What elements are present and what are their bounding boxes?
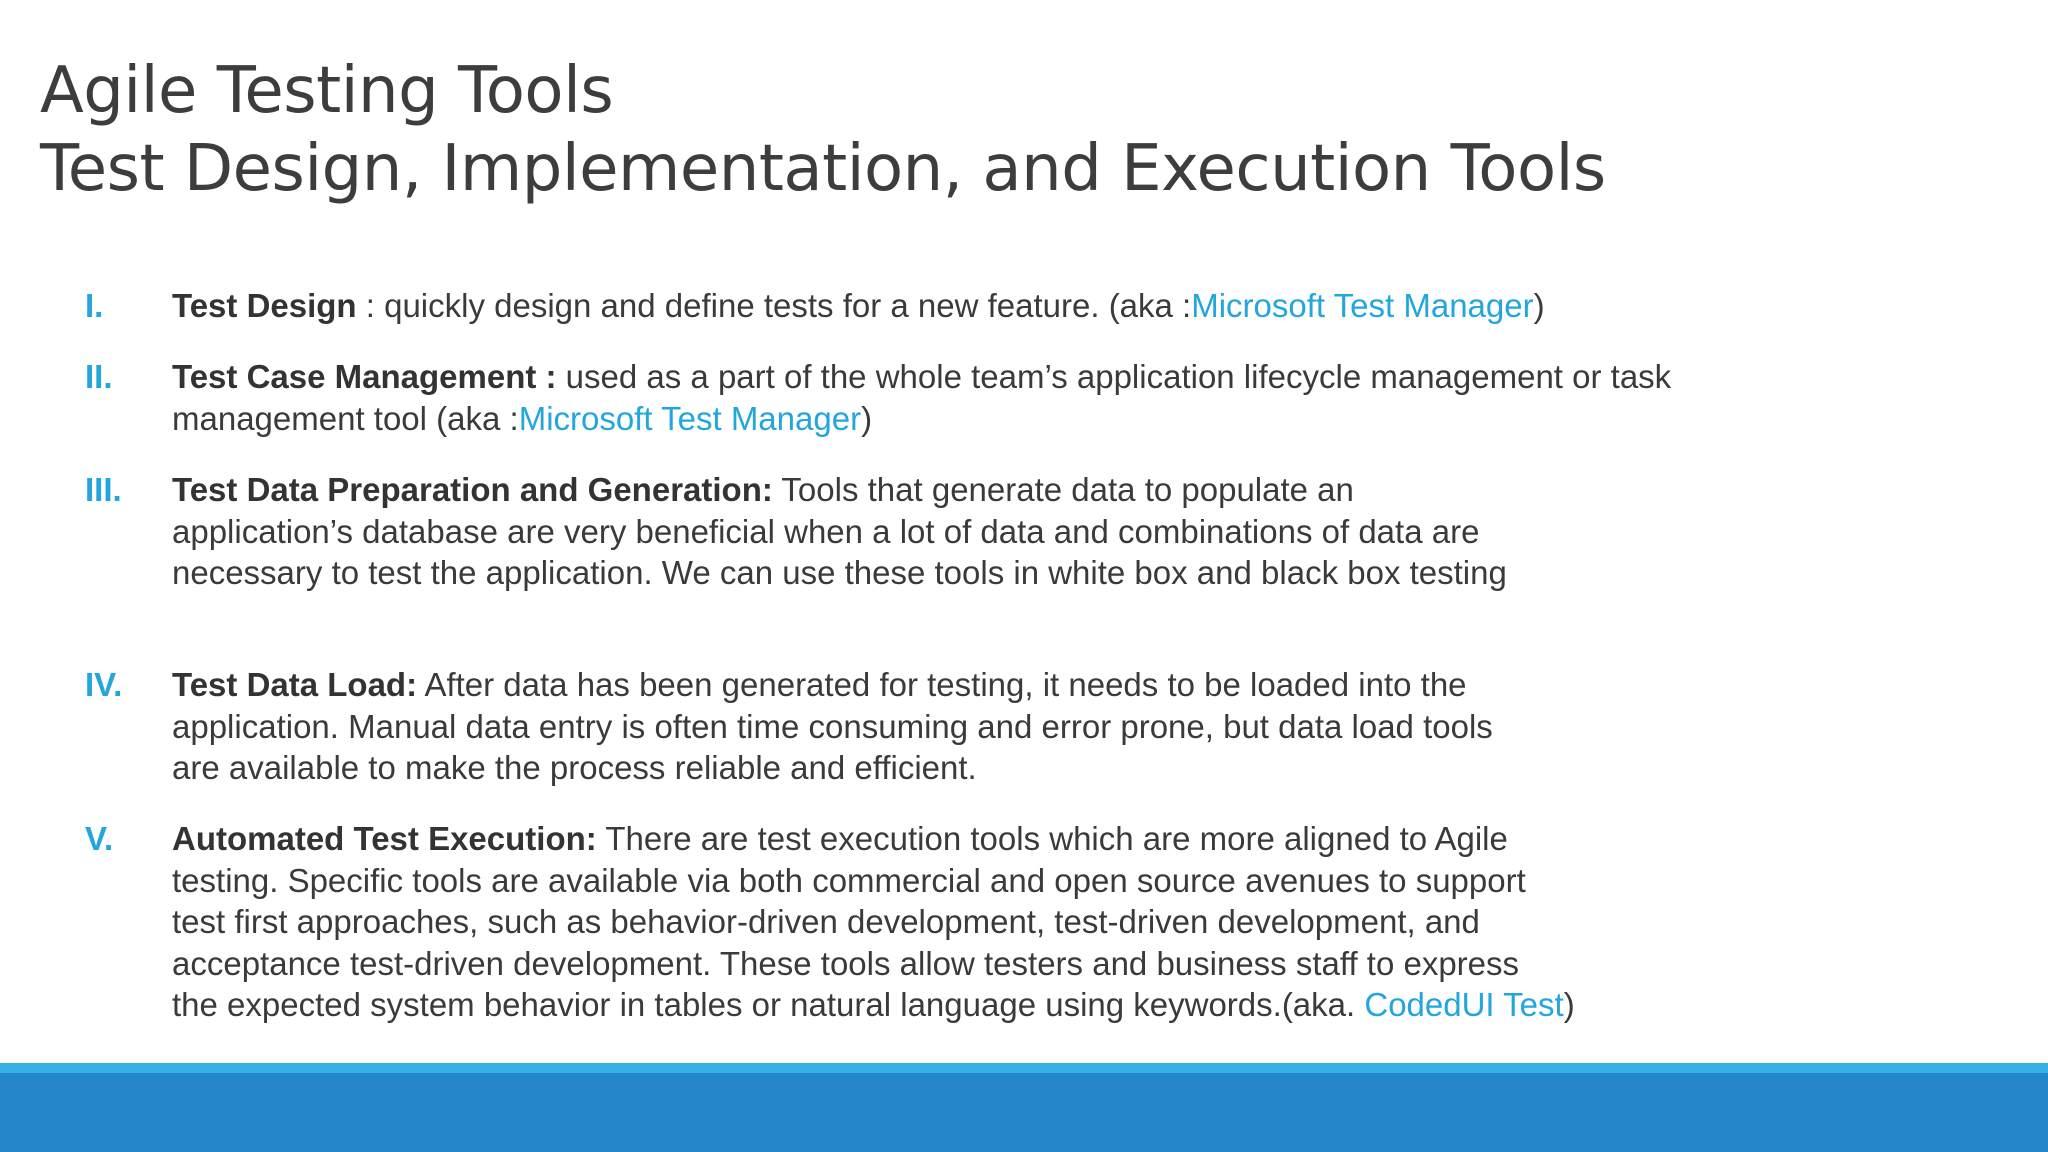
list-item-heading: Test Data Preparation and Generation: <box>172 471 773 508</box>
list-item-heading: Automated Test Execution: <box>172 820 597 857</box>
list-item-line <box>172 398 1792 440</box>
list-item-line: are available to make the process reliable and efficient. <box>172 749 977 786</box>
closing-paren: ) <box>1533 287 1545 324</box>
closing-paren: ) <box>1563 986 1575 1023</box>
list-item-body <box>172 469 1792 594</box>
list-item-text: management tool (aka : <box>172 399 519 437</box>
list-item-line: test first approaches, such as behavior-driven development, test-driven development, and <box>172 903 1480 940</box>
list-numeral: IV. <box>85 666 123 703</box>
list-item-line <box>172 664 1792 706</box>
list-numeral: I. <box>85 287 104 324</box>
list-item-body <box>172 356 1792 439</box>
list-item-line: testing. Specific tools are available via both commercial and open source avenues to support <box>172 861 1526 899</box>
list-item-text: used as a part of the whole team’s application lifecycle management or task <box>556 358 1672 395</box>
closing-paren: ) <box>861 399 873 437</box>
title-line-1: Agile Testing Tools <box>40 54 614 128</box>
microsoft-test-manager-link[interactable]: Microsoft Test Manager <box>1191 287 1534 324</box>
microsoft-test-manager-link[interactable]: Microsoft Test Manager <box>518 399 862 437</box>
list-item-heading: Test Design <box>172 287 357 324</box>
list-numeral: II. <box>85 358 113 395</box>
footer-bar <box>0 1073 2048 1152</box>
list-item-body <box>172 285 1792 327</box>
list-item-text: the expected system behavior in tables or natural language using keywords.(aka. <box>172 986 1365 1023</box>
list-numeral: V. <box>85 820 114 857</box>
list-item-text: After data has been generated for testing, it needs to be loaded into the <box>417 666 1467 703</box>
title-line-2: Test Design, Implementation, and Execution Tools <box>40 132 1606 206</box>
list-item-text: Tools that generate data to populate an <box>772 471 1354 508</box>
list-item-line <box>172 984 1792 1026</box>
slide-title <box>40 52 1940 208</box>
list-item-text: There are test execution tools which are more aligned to Agile <box>596 820 1508 857</box>
list-item-line <box>172 469 1792 511</box>
list-item-body <box>172 664 1792 789</box>
list-item-line: acceptance test-driven development. These tools allow testers and business staff to express <box>172 944 1520 982</box>
list-item-line: necessary to test the application. We can use these tools in white box and black box testing <box>172 554 1507 591</box>
list-item-line <box>172 356 1792 398</box>
list-item-heading: Test Case Management : <box>172 358 557 395</box>
list-item-body <box>172 818 1792 1026</box>
list-item-line: application. Manual data entry is often time consuming and error prone, but data load tools <box>172 707 1493 745</box>
list-item-line: application’s database are very beneficial when a lot of data and combinations of data are <box>172 512 1480 550</box>
list-item-text: : quickly design and define tests for a new feature. (aka : <box>356 287 1192 324</box>
list-numeral: III. <box>85 471 122 508</box>
footer-accent-stripe <box>0 1063 2048 1073</box>
list-item-line <box>172 818 1792 860</box>
list-item-heading: Test Data Load: <box>172 666 418 703</box>
codedui-test-link[interactable]: CodedUI Test <box>1364 986 1564 1023</box>
list-item-line <box>172 285 1792 327</box>
